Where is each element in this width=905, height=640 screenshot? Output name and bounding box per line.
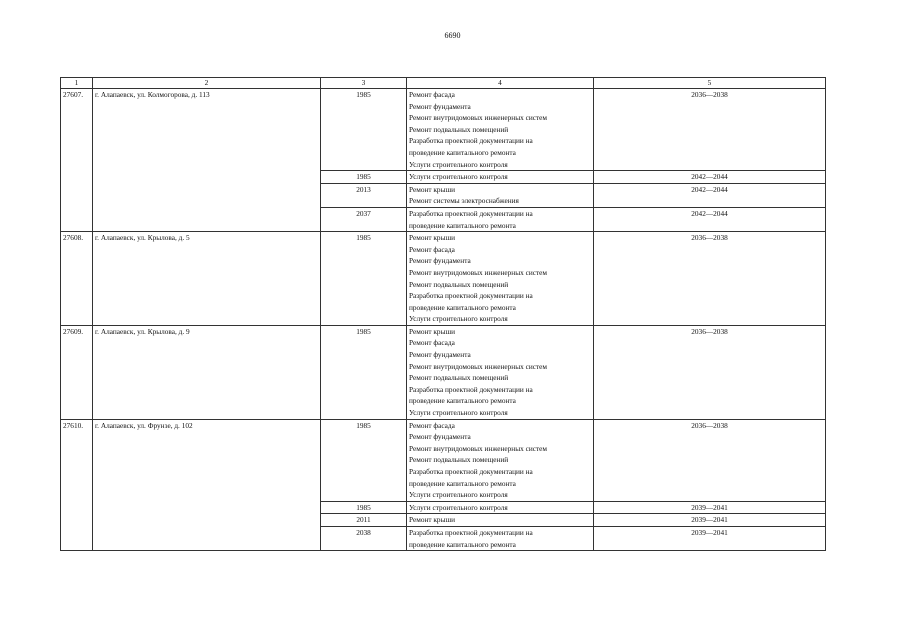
repair-period: 2036—2038 <box>594 89 826 171</box>
work-item: Услуги строительного контроля <box>409 314 508 324</box>
work-item: Разработка проектной документации на <box>409 467 533 476</box>
repair-schedule-table <box>60 77 826 551</box>
repair-period: 2042—2044 <box>594 183 826 207</box>
works-list <box>407 325 594 419</box>
column-header-3: 3 <box>321 78 407 89</box>
work-item: Услуги строительного контроля <box>409 490 508 500</box>
works-list <box>407 419 594 501</box>
record-address: г. Алапаевск, ул. Крылова, д. 5 <box>93 232 321 326</box>
works-list <box>407 501 594 514</box>
commissioning-year: 1985 <box>321 171 407 184</box>
work-item: Ремонт внутридомовых инженерных систем <box>409 443 548 453</box>
column-number-row <box>61 78 826 89</box>
repair-period: 2039—2041 <box>594 501 826 514</box>
work-item: Ремонт системы электроснабжения <box>409 196 519 206</box>
record-address: г. Алапаевск, ул. Колмогорова, д. 113 <box>93 89 321 232</box>
work-item: Услуги строительного контроля <box>409 172 508 182</box>
work-item: Услуги строительного контроля <box>409 159 508 169</box>
work-item: Разработка проектной документации на <box>409 384 533 394</box>
record-number: 27608. <box>61 232 93 326</box>
work-item: Разработка проектной документации на <box>409 136 533 146</box>
work-item: Ремонт внутридомовых инженерных систем <box>409 361 548 371</box>
table-body <box>61 89 826 551</box>
column-header-1: 1 <box>61 78 93 89</box>
work-item: Ремонт фасада <box>409 420 455 430</box>
commissioning-year: 2013 <box>321 183 407 207</box>
commissioning-year: 1985 <box>321 419 407 501</box>
commissioning-year: 1985 <box>321 501 407 514</box>
work-item: Ремонт внутридомовых инженерных систем <box>409 267 548 277</box>
column-header-5: 5 <box>594 78 826 89</box>
works-list <box>407 89 594 171</box>
commissioning-year: 1985 <box>321 89 407 171</box>
table-row <box>61 325 826 419</box>
repair-period: 2036—2038 <box>594 325 826 419</box>
commissioning-year: 2011 <box>321 514 407 527</box>
table-row <box>61 232 826 326</box>
table-row <box>61 89 826 171</box>
work-item: проведение капитального ремонта <box>409 478 516 488</box>
record-address: г. Алапаевск, ул. Фрунзе, д. 102 <box>93 419 321 551</box>
page-number: 6690 <box>444 31 461 40</box>
work-item: Ремонт подвальных помещений <box>409 373 509 383</box>
works-list <box>407 526 594 550</box>
record-address: г. Алапаевск, ул. Крылова, д. 9 <box>93 325 321 419</box>
works-list <box>407 232 594 326</box>
work-item: проведение капитального ремонта <box>409 220 516 230</box>
commissioning-year: 2037 <box>321 207 407 231</box>
repair-period: 2039—2041 <box>594 514 826 527</box>
work-item: Ремонт подвальных помещений <box>409 124 509 134</box>
column-header-4: 4 <box>407 78 594 89</box>
repair-period: 2042—2044 <box>594 207 826 231</box>
work-item: Ремонт крыши <box>409 515 456 525</box>
work-item: Ремонт внутридомовых инженерных систем <box>409 113 548 123</box>
work-item: проведение капитального ремонта <box>409 147 516 157</box>
table-row <box>61 419 826 501</box>
commissioning-year: 1985 <box>321 325 407 419</box>
works-list <box>407 514 594 527</box>
work-item: Ремонт крыши <box>409 184 456 194</box>
column-header-2: 2 <box>93 78 321 89</box>
commissioning-year: 2038 <box>321 526 407 550</box>
work-item: Ремонт фасада <box>409 244 455 254</box>
repair-period: 2036—2038 <box>594 232 826 326</box>
work-item: Ремонт фундамента <box>409 350 471 360</box>
repair-period: 2039—2041 <box>594 526 826 550</box>
work-item: Разработка проектной документации на <box>409 291 533 301</box>
work-item: Услуги строительного контроля <box>409 408 508 418</box>
record-number: 27610. <box>61 419 93 551</box>
commissioning-year: 1985 <box>321 232 407 326</box>
repair-period: 2042—2044 <box>594 171 826 184</box>
work-item: Разработка проектной документации на <box>409 208 533 218</box>
work-item: Ремонт фасада <box>409 90 455 99</box>
works-list <box>407 171 594 184</box>
work-item: проведение капитального ремонта <box>409 539 516 549</box>
work-item: Разработка проектной документации на <box>409 527 533 537</box>
work-item: Ремонт крыши <box>409 233 456 243</box>
work-item: Ремонт подвальных помещений <box>409 455 509 465</box>
record-number: 27609. <box>61 325 93 419</box>
work-item: Ремонт фасада <box>409 338 455 348</box>
work-item: Ремонт крыши <box>409 326 456 336</box>
works-list <box>407 207 594 231</box>
work-item: Ремонт фундамента <box>409 432 471 442</box>
record-number: 27607. <box>61 89 93 232</box>
work-item: Услуги строительного контроля <box>409 502 508 512</box>
work-item: Ремонт подвальных помещений <box>409 279 509 289</box>
work-item: проведение капитального ремонта <box>409 396 516 406</box>
works-list <box>407 183 594 207</box>
work-item: проведение капитального ремонта <box>409 302 516 312</box>
work-item: Ремонт фундамента <box>409 101 471 111</box>
repair-period: 2036—2038 <box>594 419 826 501</box>
work-item: Ремонт фундамента <box>409 256 471 266</box>
